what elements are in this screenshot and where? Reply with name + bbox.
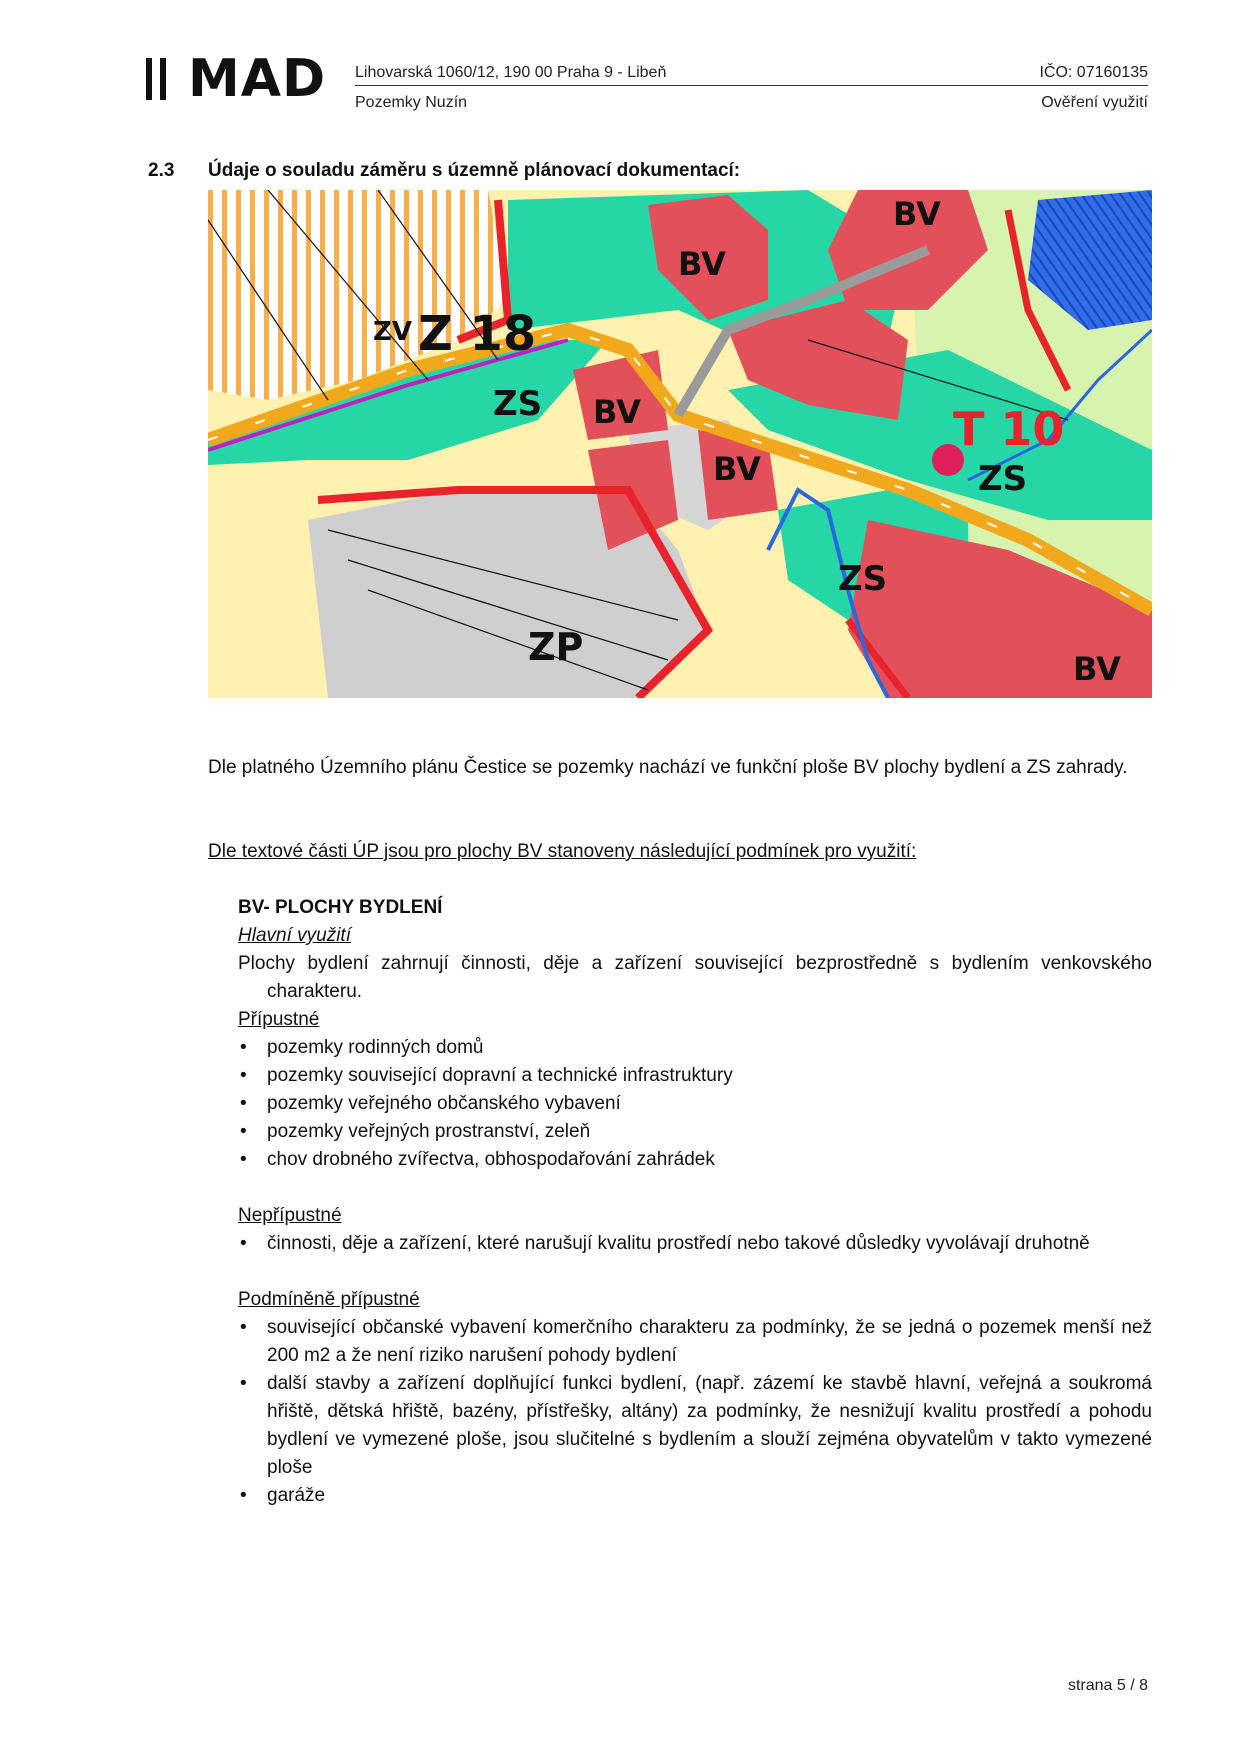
- conditional-item: • související občanské vybavení komerčního charakteru za podmínky, že se jedná o pozemek menší než 200 m2 a že není riziko narušení pohody bydlení: [238, 1314, 1152, 1370]
- map-label-bv-3: BV: [593, 393, 641, 431]
- conditional-label: Podmíněně přípustné: [238, 1289, 420, 1310]
- allowed-item: • pozemky veřejných prostranství, zeleň: [238, 1118, 1152, 1146]
- forbidden-label: Nepřípustné: [238, 1205, 342, 1226]
- header-company-id: IČO: 07160135: [1039, 64, 1148, 81]
- bv-heading: BV- PLOCHY BYDLENÍ: [238, 897, 443, 918]
- map-label-z18: Z 18: [418, 306, 537, 362]
- allowed-item: • pozemky související dopravní a technické infrastruktury: [238, 1062, 1152, 1090]
- map-label-bv-4: BV: [713, 450, 761, 488]
- header-address: Lihovarská 1060/12, 190 00 Praha 9 - Libeň: [355, 64, 667, 81]
- header-project: Pozemky Nuzín: [355, 94, 468, 111]
- header-divider: [355, 85, 1148, 86]
- map-label-bv-2: BV: [893, 195, 941, 233]
- map-label-zs-1: ZS: [493, 384, 543, 424]
- land-use-map: [208, 190, 1152, 698]
- header-document-type: Ověření využití: [1041, 94, 1148, 111]
- allowed-item: • chov drobného zvířectva, obhospodařování zahrádek: [238, 1146, 1152, 1174]
- logo-wordmark: MAD: [188, 49, 327, 109]
- conditional-item: • garáže: [238, 1482, 1152, 1510]
- main-use-label: Hlavní využití: [238, 925, 351, 946]
- map-label-zs-3: ZS: [838, 559, 888, 599]
- section-title: Údaje o souladu záměru s územně plánovací dokumentací:: [208, 160, 741, 181]
- company-logo: [146, 49, 327, 109]
- forbidden-item: • činnosti, děje a zařízení, které narušují kvalitu prostředí nebo takové důsledky vyvolávají druhotně: [238, 1230, 1152, 1258]
- main-use-text: Plochy bydlení zahrnují činnosti, děje a zařízení související bezprostředně s bydlením venkovského charakteru.: [238, 953, 1152, 1002]
- bv-regulations: [238, 894, 1152, 1510]
- allowed-list: [238, 1034, 1152, 1174]
- conditional-list: [238, 1314, 1152, 1510]
- logo-bars-icon: [146, 58, 166, 100]
- map-label-zs-2: ZS: [978, 459, 1028, 499]
- page-number: strana 5 / 8: [1067, 1677, 1148, 1694]
- map-label-zv: ZV: [373, 317, 412, 347]
- map-label-bv-5: BV: [1073, 650, 1121, 688]
- allowed-label: Přípustné: [238, 1009, 320, 1030]
- section-number: 2.3: [148, 160, 175, 181]
- allowed-item: • pozemky veřejného občanského vybavení: [238, 1090, 1152, 1118]
- conditional-item: • další stavby a zařízení doplňující funkci bydlení, (např. zázemí ke stavbě hlavní, veřejná a soukromá hřiště, dětská hřiště, bazény, přístřešky, altány) za podmínky, že nesnižují kvalitu prostředí a pohodu bydlení ve vymezené ploše, jsou slučitelné s bydlením a slouží zejména obyvatelům v takto vymezené ploše: [238, 1370, 1152, 1482]
- land-use-map-graphic: [208, 190, 1152, 698]
- map-label-bv-1: BV: [678, 245, 726, 283]
- conditions-heading: Dle textové části ÚP jsou pro plochy BV stanoveny následující podmínek pro využití:: [208, 841, 917, 862]
- allowed-item: • pozemky rodinných domů: [238, 1034, 1152, 1062]
- map-label-t10: T 10: [953, 402, 1065, 456]
- forbidden-list: [238, 1230, 1152, 1258]
- intro-paragraph: Dle platného Územního plánu Čestice se pozemky nachází ve funkční ploše BV plochy bydlení a ZS zahrady.: [208, 757, 1128, 778]
- map-label-zp: ZP: [528, 625, 584, 669]
